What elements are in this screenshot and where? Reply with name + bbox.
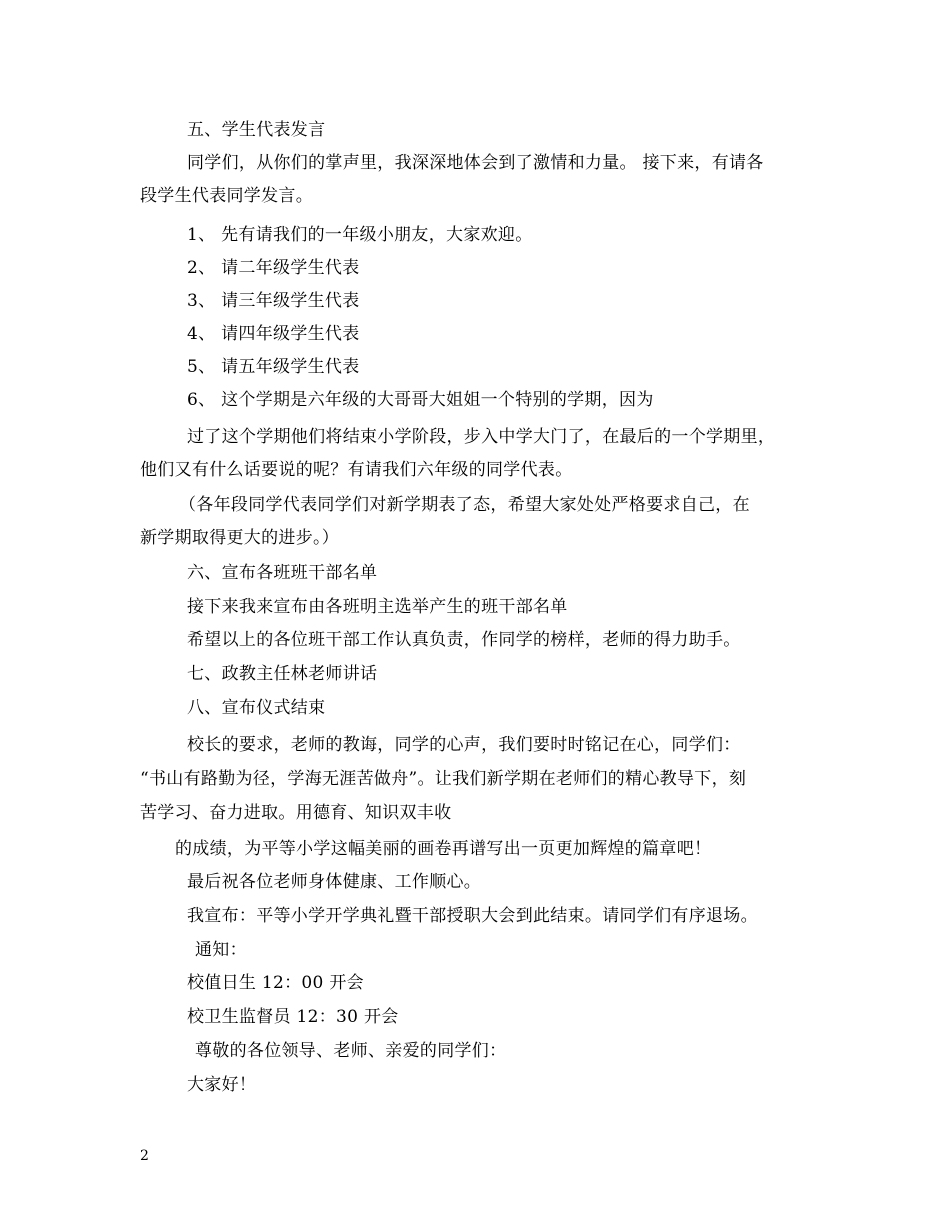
list-item: 2、 请二年级学生代表 [187, 258, 360, 278]
page-number: 2 [140, 1148, 149, 1164]
paragraph-line: 最后祝各位老师身体健康、工作顺心。 [187, 872, 482, 892]
notice-item: 校卫生监督员 12：30 开会 [187, 1007, 399, 1027]
notice-item: 校值日生 12：00 开会 [187, 973, 364, 993]
paragraph-line: 苦学习、奋力进取。用德育、知识双丰收 [140, 803, 452, 823]
paragraph-line: 希望以上的各位班干部工作认真负责，作同学的榜样，老师的得力助手。 [187, 630, 741, 650]
list-item: 4、 请四年级学生代表 [187, 324, 360, 344]
paragraph-line: 我宣布：平等小学开学典礼暨干部授职大会到此结束。请同学们有序退场。 [187, 906, 758, 926]
section-heading-ceremony-end: 八、宣布仪式结束 [187, 698, 326, 718]
paragraph-line: “书山有路勤为径，学海无涯苦做舟”。让我们新学期在老师们的精心教导下，刻 [140, 769, 747, 789]
section-heading-student-speech: 五、学生代表发言 [187, 120, 326, 140]
list-item: 6、 这个学期是六年级的大哥哥大姐姐一个特别的学期，因为 [187, 390, 654, 410]
section-heading-class-leaders: 六、宣布各班班干部名单 [187, 563, 378, 583]
paragraph-line: 段学生代表同学发言。 [140, 186, 313, 206]
paragraph-line: 接下来我来宣布由各班明主选举产生的班干部名单 [187, 597, 568, 617]
paragraph-line: 过了这个学期他们将结束小学阶段，步入中学大门了，在最后的一个学期里， [187, 427, 776, 447]
section-heading-director-speech: 七、政教主任林老师讲话 [187, 664, 378, 684]
greeting-line: 尊敬的各位领导、老师、亲爱的同学们： [195, 1041, 507, 1061]
list-item: 1、 先有请我们的一年级小朋友，大家欢迎。 [187, 225, 533, 245]
paragraph-line: （各年段同学代表同学们对新学期表了态，希望大家处处严格要求自己，在 [179, 495, 750, 515]
greeting-line: 大家好！ [187, 1075, 257, 1095]
list-item: 5、 请五年级学生代表 [187, 357, 360, 377]
notice-heading: 通知： [195, 940, 247, 960]
paragraph-line: 的成绩，为平等小学这幅美丽的画卷再谱写出一页更加辉煌的篇章吧！ [175, 839, 712, 859]
paragraph-line: 新学期取得更大的进步。） [140, 528, 340, 548]
paragraph-line: 同学们，从你们的掌声里，我深深地体会到了激情和力量。 接下来，有请各 [187, 153, 764, 173]
list-item: 3、 请三年级学生代表 [187, 291, 360, 311]
paragraph-line: 他们又有什么话要说的呢？有请我们六年级的同学代表。 [140, 460, 573, 480]
paragraph-line: 校长的要求，老师的教诲，同学的心声，我们要时时铭记在心，同学们： [187, 735, 741, 755]
